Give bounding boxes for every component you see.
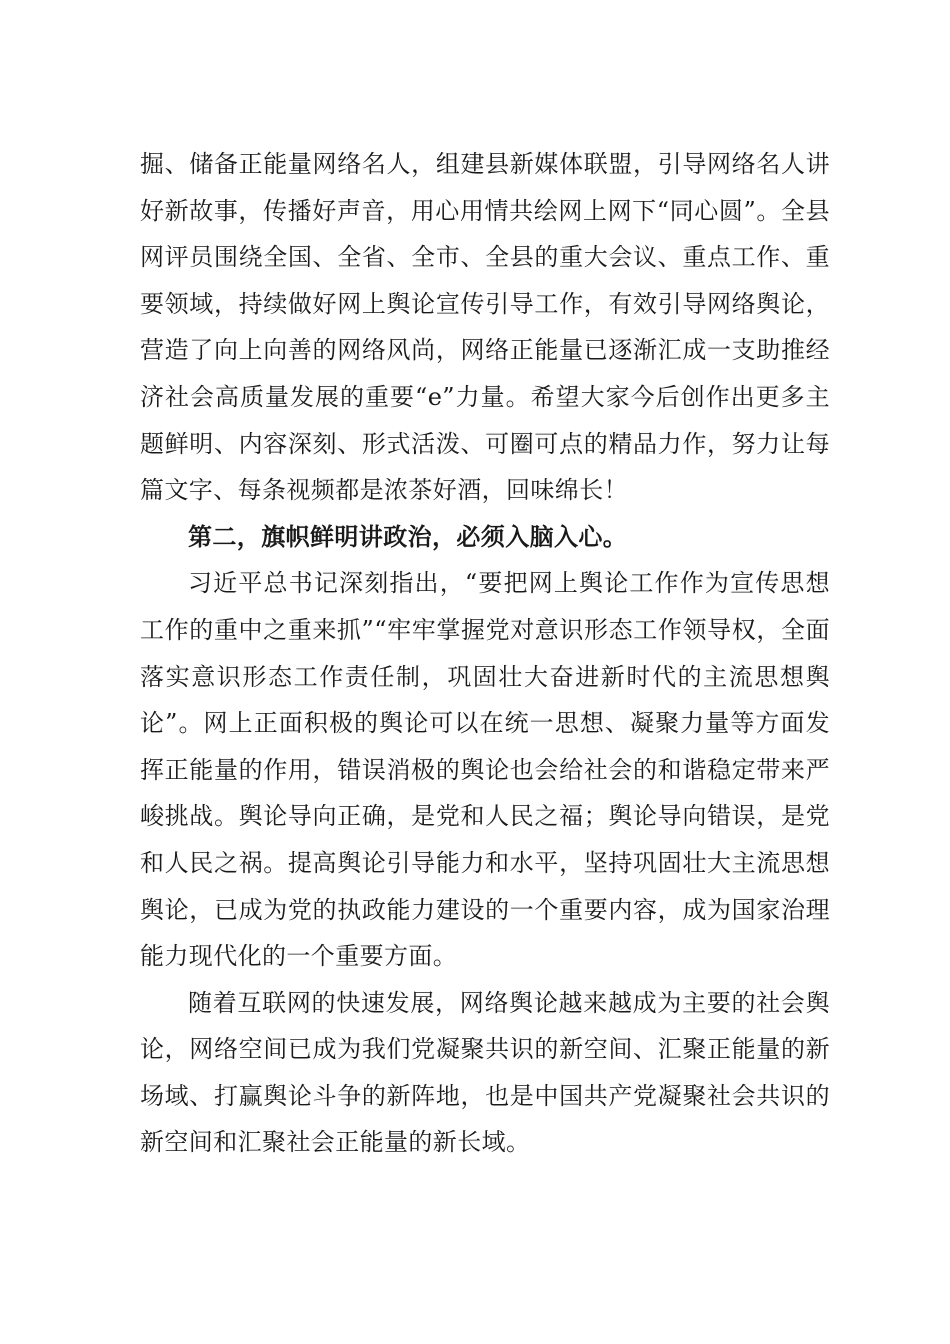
document-body	[140, 141, 830, 1166]
paragraph-continuation: 掘、储备正能量网络名人，组建县新媒体联盟，引导网络名人讲好新故事，传播好声音，用心用情共绘网上网下“同心圆”。全县网评员围绕全国、全省、全市、全县的重大会议、重点工作、重要领域，持续做好网上舆论宣传引导工作，有效引导网络舆论，营造了向上向善的网络风尚，网络正能量已逐渐汇成一支助推经济社会高质量发展的重要“e”力量。希望大家今后创作出更多主题鲜明、内容深刻、形式活泼、可圈可点的精品力作，努力让每篇文字、每条视频都是浓茶好酒，回味绵长！	[140, 150, 830, 505]
paragraph-body: 随着互联网的快速发展，网络舆论越来越成为主要的社会舆论，网络空间已成为我们党凝聚共识的新空间、汇聚正能量的新场域、打赢舆论斗争的新阵地，也是中国共产党凝聚社会共识的新空间和汇聚社会正能量的新长域。	[140, 988, 830, 1157]
section-heading: 第二，旗帜鲜明讲政治，必须入脑入心。	[188, 521, 628, 551]
paragraph-body: 习近平总书记深刻指出，“要把网上舆论工作作为宣传思想工作的重中之重来抓”“牢牢掌握党对意识形态工作领导权，全面落实意识形态工作责任制，巩固壮大奋进新时代的主流思想舆论”。网上正面积极的舆论可以在统一思想、凝聚力量等方面发挥正能量的作用，错误消极的舆论也会给社会的和谐稳定带来严峻挑战。舆论导向正确，是党和人民之福；舆论导向错误，是党和人民之祸。提高舆论引导能力和水平，坚持巩固壮大主流思想舆论，已成为党的执政能力建设的一个重要内容，成为国家治理能力现代化的一个重要方面。	[140, 569, 830, 971]
